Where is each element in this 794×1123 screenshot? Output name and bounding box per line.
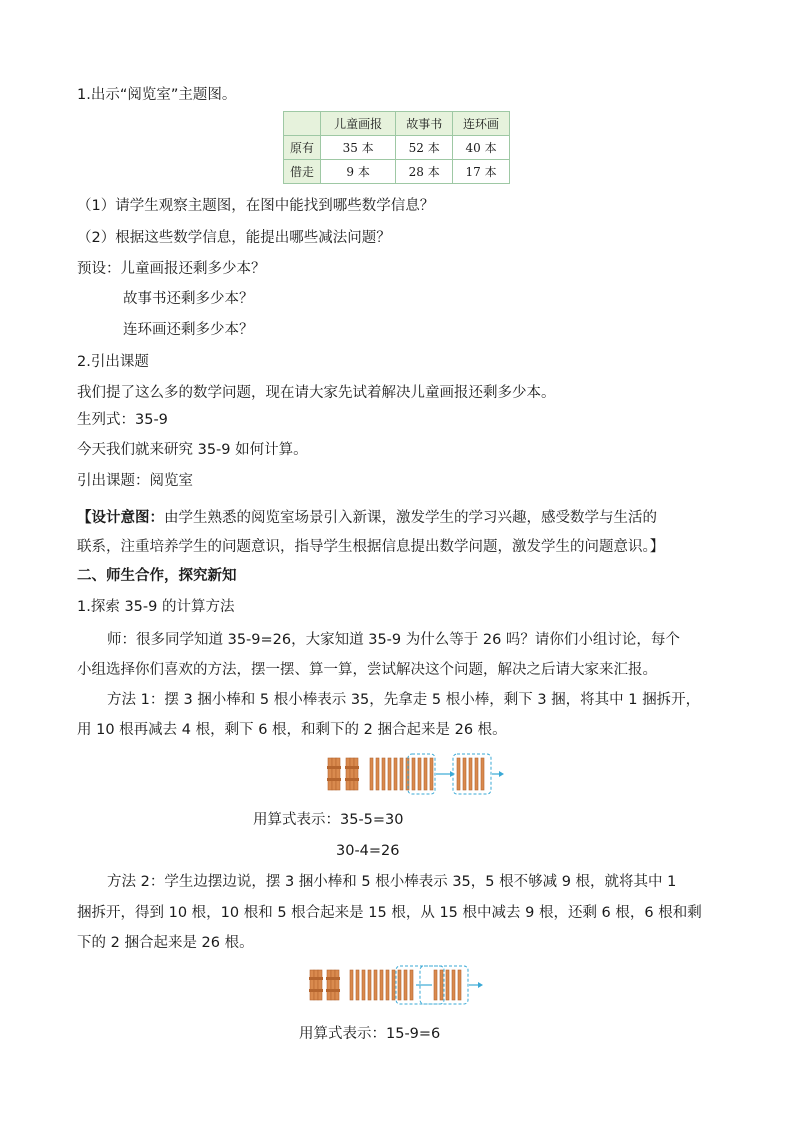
step2-title: 2.引出课题 — [77, 354, 149, 370]
stick-bundle-icon — [327, 758, 341, 790]
question-2: （2）根据这些数学信息，能提出哪些减法问题？ — [77, 230, 391, 246]
paragraph-3: 今天我们就来研究 35-9 如何计算。 — [77, 442, 308, 458]
loose-sticks-icon — [370, 758, 433, 790]
design-intent-text: 由学生熟悉的阅览室场景引入新课，激发学生的学习兴趣，感受数学与生活的 — [164, 510, 657, 526]
teacher-line1: 师：很多同学知道 35-9=26，大家知道 35-9 为什么等于 26 吗？请你们小组讨论，每个 — [107, 632, 680, 648]
method2-line3: 下的 2 捆合起来是 26 根。 — [77, 935, 254, 951]
preset-1: 预设：儿童画报还剩多少本？ — [77, 261, 266, 277]
method1-formula2: 30-4=26 — [336, 843, 400, 859]
paragraph-2: 生列式：35-9 — [77, 412, 168, 428]
loose-sticks-icon — [350, 970, 413, 1000]
moved-sticks-icon — [457, 758, 484, 790]
table-cell: 40 本 — [453, 136, 510, 160]
method1-line2: 用 10 根再减去 4 根，剩下 6 根，和剩下的 2 捆合起来是 26 根。 — [77, 722, 507, 738]
stick-bundle-icon — [326, 970, 340, 1000]
method2-formula: 用算式表示：15-9=6 — [299, 1026, 441, 1042]
table-corner — [284, 112, 321, 136]
question-1: （1）请学生观察主题图，在图中能找到哪些数学信息？ — [77, 198, 435, 214]
table-cell: 52 本 — [396, 136, 453, 160]
preset-2: 故事书还剩多少本？ — [123, 291, 254, 307]
table-header-cell: 故事书 — [396, 112, 453, 136]
table-cell: 9 本 — [321, 160, 396, 184]
theme-table — [283, 111, 510, 182]
method2-line1: 方法 2：学生边摆边说，摆 3 捆小棒和 5 根小棒表示 35，5 根不够减 9 根，就将其中 1 — [107, 874, 677, 890]
method1-line1: 方法 1：摆 3 捆小棒和 5 根小棒表示 35，先拿走 5 根小棒，剩下 3 捆，将其中 1 捆拆开， — [107, 692, 701, 708]
section2-sub1: 1.探索 35-9 的计算方法 — [77, 599, 235, 615]
table-header-cell: 连环画 — [453, 112, 510, 136]
method1-formula1: 用算式表示：35-5=30 — [253, 812, 404, 828]
table-cell: 28 本 — [396, 160, 453, 184]
table-header-row — [284, 112, 510, 136]
stick-bundle-icon — [309, 970, 323, 1000]
arrow-head-icon — [478, 982, 483, 988]
section2-heading: 二、师生合作，探究新知 — [77, 568, 237, 584]
method1-sticks-illustration — [326, 752, 506, 796]
teacher-line2: 小组选择你们喜欢的方法，摆一摆、算一算，尝试解决这个问题，解决之后请大家来汇报。 — [77, 662, 657, 678]
table-row — [284, 160, 510, 184]
method2-sticks-illustration — [308, 964, 488, 1006]
table-row-header: 借走 — [284, 160, 321, 184]
step1-title: 1.出示“阅览室”主题图。 — [77, 87, 237, 103]
table-cell: 17 本 — [453, 160, 510, 184]
design-intent-line1 — [77, 508, 657, 528]
table-row-header: 原有 — [284, 136, 321, 160]
method2-line2: 捆拆开，得到 10 根，10 根和 5 根合起来是 15 根，从 15 根中减去 9 根，还剩 6 根，6 根和剩 — [77, 905, 702, 921]
moved-sticks-icon — [434, 970, 461, 1000]
paragraph-4: 引出课题：阅览室 — [77, 473, 193, 489]
design-intent-label: 【设计意图： — [77, 510, 164, 526]
arrow-head-icon — [499, 771, 504, 777]
table-row — [284, 136, 510, 160]
stick-bundle-icon — [345, 758, 359, 790]
table-header-cell: 儿童画报 — [321, 112, 396, 136]
paragraph-1: 我们提了这么多的数学问题，现在请大家先试着解决儿童画报还剩多少本。 — [77, 385, 556, 401]
preset-3: 连环画还剩多少本？ — [123, 322, 254, 338]
design-intent-line2: 联系，注重培养学生的问题意识，指导学生根据信息提出数学问题，激发学生的问题意识。】 — [77, 539, 665, 555]
table-cell: 35 本 — [321, 136, 396, 160]
